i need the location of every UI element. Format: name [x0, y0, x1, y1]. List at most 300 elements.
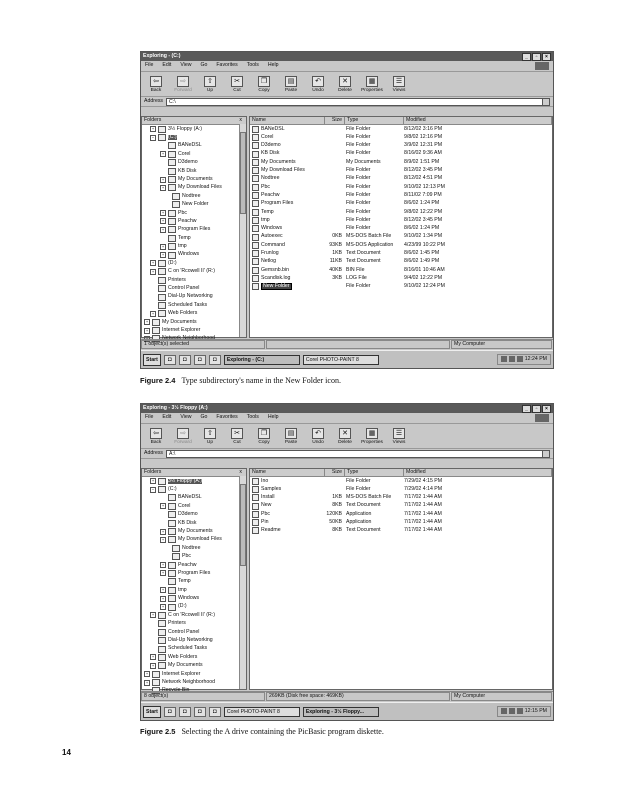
- tree-item[interactable]: [142, 662, 246, 670]
- forward-arrow-icon: ⇨: [177, 76, 189, 87]
- tree-item-label: tmp: [178, 243, 187, 250]
- vertical-scrollbar[interactable]: [239, 124, 246, 337]
- taskbar-task[interactable]: Exploring - 3½ Floppy...: [303, 707, 379, 717]
- file-name: Frunlog: [261, 249, 279, 256]
- chevron-down-icon[interactable]: [542, 451, 549, 457]
- toolbar-label: Up: [206, 88, 214, 94]
- expand-toggle-icon[interactable]: +: [161, 562, 165, 568]
- tree-item-label: (C:): [168, 133, 177, 140]
- tree-item[interactable]: [142, 234, 246, 242]
- undo-icon: ↶: [312, 428, 324, 439]
- column-header-modified[interactable]: Modified: [404, 469, 552, 476]
- tree-item[interactable]: [142, 653, 246, 661]
- file-row[interactable]: [250, 249, 552, 257]
- expand-toggle-icon[interactable]: +: [161, 218, 165, 224]
- expand-toggle-icon[interactable]: −: [151, 486, 155, 492]
- column-header-type[interactable]: Type: [345, 117, 404, 124]
- close-pane-button[interactable]: x: [239, 469, 242, 475]
- file-modified: 8/9/02 1:51 PM: [404, 158, 440, 165]
- properties-button[interactable]: [361, 428, 383, 446]
- expand-toggle-icon[interactable]: +: [161, 210, 165, 216]
- file-row[interactable]: [250, 166, 552, 174]
- expand-toggle-icon[interactable]: +: [161, 536, 165, 542]
- file-row[interactable]: [250, 150, 552, 158]
- menu-tools[interactable]: Tools: [246, 62, 259, 69]
- tree-item[interactable]: [142, 594, 246, 602]
- expand-toggle-icon[interactable]: −: [151, 134, 155, 140]
- file-type: File Folder: [346, 225, 371, 232]
- file-row[interactable]: [250, 142, 552, 150]
- views-button[interactable]: [388, 428, 410, 446]
- tree-item[interactable]: [142, 569, 246, 577]
- tree-item-label: Internet Explorer: [162, 326, 201, 333]
- file-name-cell: [250, 511, 324, 518]
- folder-icon: [158, 294, 166, 301]
- paste-icon: ▤: [285, 428, 297, 439]
- tree-item[interactable]: [142, 159, 246, 167]
- file-icon: [252, 234, 259, 241]
- folder-icon: [168, 494, 176, 501]
- folder-icon: [252, 126, 259, 133]
- properties-icon: ▦: [366, 76, 378, 87]
- expand-toggle-icon[interactable]: +: [145, 335, 149, 341]
- network-icon[interactable]: [509, 708, 515, 714]
- address-input[interactable]: [166, 450, 550, 458]
- channels-icon[interactable]: ◘: [194, 707, 206, 717]
- close-button[interactable]: ×: [542, 405, 551, 413]
- tree-item[interactable]: [142, 142, 246, 150]
- tree-item[interactable]: [142, 310, 246, 318]
- tree-item[interactable]: [142, 636, 246, 644]
- file-modified: 3/9/02 12:31 PM: [404, 142, 443, 149]
- file-name-cell: [250, 217, 324, 224]
- tree-item[interactable]: [142, 201, 246, 209]
- file-row[interactable]: [250, 485, 552, 493]
- expand-toggle-icon[interactable]: +: [161, 604, 165, 610]
- expand-toggle-icon[interactable]: +: [151, 478, 155, 484]
- tree-item-label: My Download Files: [178, 536, 222, 543]
- file-name: Install: [261, 494, 275, 501]
- expand-toggle-icon[interactable]: +: [145, 319, 149, 325]
- folder-icon: [168, 536, 176, 543]
- tree-item[interactable]: [142, 293, 246, 301]
- up-button[interactable]: [199, 428, 221, 446]
- back-button[interactable]: [145, 76, 167, 94]
- file-modified: 9/4/02 12:22 PM: [404, 274, 443, 281]
- menu-go[interactable]: Go: [200, 414, 208, 421]
- tree-item-label: Control Panel: [168, 285, 200, 292]
- file-type: File Folder: [346, 477, 371, 484]
- delete-button[interactable]: [334, 428, 356, 446]
- maximize-button[interactable]: ▫: [532, 405, 541, 413]
- tree-item[interactable]: [142, 326, 246, 334]
- tree-item-label: My Download Files: [178, 184, 222, 191]
- expand-toggle-icon[interactable]: +: [161, 528, 165, 534]
- expand-toggle-icon[interactable]: +: [161, 243, 165, 249]
- column-header-size[interactable]: Size: [325, 469, 345, 476]
- delete-x-icon: ✕: [339, 76, 351, 87]
- expand-toggle-icon[interactable]: +: [151, 268, 155, 274]
- file-row[interactable]: [250, 175, 552, 183]
- file-row[interactable]: [250, 241, 552, 249]
- tree-item[interactable]: [142, 125, 246, 133]
- folder-tree-header: [142, 117, 246, 125]
- folder-icon: [168, 184, 176, 191]
- menu-file[interactable]: File: [145, 414, 154, 421]
- file-name: New: [261, 502, 272, 509]
- file-name-cell: [250, 478, 324, 485]
- menu-tools[interactable]: Tools: [246, 414, 259, 421]
- taskbar-task[interactable]: Exploring - (C:): [224, 355, 300, 365]
- menu-favorites[interactable]: Favorites: [216, 414, 238, 421]
- tree-item[interactable]: [142, 175, 246, 183]
- tree-item[interactable]: [142, 217, 246, 225]
- tree-item[interactable]: [142, 150, 246, 158]
- tree-item[interactable]: [142, 628, 246, 636]
- tree-item[interactable]: [142, 477, 246, 485]
- views-button[interactable]: [388, 76, 410, 94]
- menu-help[interactable]: Help: [267, 62, 279, 69]
- file-type: File Folder: [346, 167, 371, 174]
- back-button[interactable]: [145, 428, 167, 446]
- toolbar-label: Back: [150, 88, 162, 94]
- folder-icon: [168, 511, 176, 518]
- title-bar: [141, 404, 553, 413]
- tree-item-label: 3½ Floppy (A:): [168, 477, 203, 484]
- file-name-cell: [250, 234, 324, 241]
- menu-help[interactable]: Help: [267, 414, 279, 421]
- folder-icon: [168, 218, 176, 225]
- file-modified: 8/16/02 9:36 AM: [404, 150, 442, 157]
- folder-icon: [252, 167, 259, 174]
- tree-item-label: Network Neighborhood: [162, 678, 216, 685]
- file-type: Text Document: [346, 502, 381, 509]
- file-name-cell: [250, 159, 324, 166]
- tree-item-label: My Documents: [178, 527, 213, 534]
- tree-item[interactable]: [142, 494, 246, 502]
- folder-icon: [252, 134, 259, 141]
- menu-edit[interactable]: Edit: [162, 62, 172, 69]
- file-name-cell: [250, 126, 324, 133]
- properties-button[interactable]: [361, 76, 383, 94]
- file-row[interactable]: [250, 208, 552, 216]
- expand-toggle-icon[interactable]: +: [161, 252, 165, 258]
- tree-item-label: C on 'Rcowell II' (R:): [168, 611, 215, 618]
- file-row[interactable]: [250, 283, 552, 291]
- taskbar-task[interactable]: Corel PHOTO-PAINT 8: [303, 355, 379, 365]
- folder-icon: [252, 225, 259, 232]
- file-type: Text Document: [346, 527, 381, 534]
- file-icon: [252, 250, 259, 257]
- folder-icon: [252, 159, 259, 166]
- file-name-cell: [250, 503, 324, 510]
- file-size: 11KB: [329, 258, 342, 265]
- tree-item[interactable]: [142, 284, 246, 292]
- tree-item[interactable]: [142, 578, 246, 586]
- file-row[interactable]: [250, 183, 552, 191]
- folder-icon: [168, 252, 176, 259]
- tree-item[interactable]: [142, 209, 246, 217]
- paste-button[interactable]: [280, 428, 302, 446]
- rename-input[interactable]: New Folder: [263, 283, 290, 290]
- file-name: Netlog: [261, 258, 276, 265]
- close-pane-button[interactable]: x: [239, 117, 242, 123]
- chevron-down-icon[interactable]: [542, 99, 549, 105]
- file-name-cell: [250, 267, 324, 274]
- toolbar-label: Up: [206, 440, 214, 446]
- menu-file[interactable]: File: [145, 62, 154, 69]
- tree-item[interactable]: [142, 184, 246, 192]
- folder-tree: [141, 116, 247, 342]
- folders-label: Folders: [144, 117, 162, 123]
- folder-icon: [152, 671, 160, 678]
- expand-toggle-icon[interactable]: +: [151, 260, 155, 266]
- taskbar: [141, 350, 553, 368]
- file-row[interactable]: [250, 191, 552, 199]
- folder-icon: [252, 175, 259, 182]
- copy-button[interactable]: [253, 76, 275, 94]
- folder-icon: [168, 226, 176, 233]
- file-name-cell: [250, 134, 324, 141]
- folder-icon: [168, 578, 176, 585]
- expand-toggle-icon[interactable]: +: [151, 612, 155, 618]
- folder-icon: [168, 176, 176, 183]
- toolbar-label: Cut: [233, 440, 241, 446]
- outlook-icon[interactable]: ◘: [209, 355, 221, 365]
- tree-item-label: (D:): [178, 603, 187, 610]
- file-row[interactable]: [250, 477, 552, 485]
- file-list: [249, 116, 553, 338]
- menu-view[interactable]: View: [180, 62, 192, 69]
- tree-item[interactable]: [142, 259, 246, 267]
- folder-icon: [158, 260, 166, 267]
- tree-item-label: Peachw: [178, 561, 197, 568]
- toolbar-label: Forward: [174, 88, 192, 94]
- tree-item[interactable]: [142, 318, 246, 326]
- undo-button[interactable]: [307, 76, 329, 94]
- tree-item[interactable]: [142, 519, 246, 527]
- status-object-count: 1 object(s) selected: [141, 340, 265, 349]
- tree-item[interactable]: [142, 276, 246, 284]
- file-row[interactable]: [250, 258, 552, 266]
- tree-item-label: Nodtree: [182, 544, 201, 551]
- tree-item[interactable]: [142, 536, 246, 544]
- column-header-size[interactable]: Size: [325, 117, 345, 124]
- scroll-thumb[interactable]: [240, 484, 246, 566]
- tree-item[interactable]: [142, 268, 246, 276]
- explorer-screenshot-2: [140, 403, 554, 721]
- file-modified: 4/23/99 10:22 PM: [404, 241, 445, 248]
- folders-label: Folders: [144, 469, 162, 475]
- file-row[interactable]: [250, 225, 552, 233]
- file-modified: 9/10/02 12:24 PM: [404, 283, 445, 290]
- column-header-name[interactable]: Name: [250, 469, 325, 476]
- file-name-cell: [250, 494, 324, 501]
- folder-icon: [168, 142, 176, 149]
- file-name: My Download Files: [261, 167, 305, 174]
- up-button[interactable]: [199, 76, 221, 94]
- printer-icon[interactable]: [517, 356, 523, 362]
- channels-icon[interactable]: ◘: [194, 355, 206, 365]
- folder-icon: [158, 629, 166, 636]
- expand-toggle-icon[interactable]: +: [145, 679, 149, 685]
- expand-toggle-icon[interactable]: +: [161, 587, 165, 593]
- expand-toggle-icon[interactable]: +: [161, 595, 165, 601]
- expand-toggle-icon[interactable]: +: [151, 654, 155, 660]
- file-icon: [252, 275, 259, 282]
- network-icon[interactable]: [509, 356, 515, 362]
- tree-item-label: Nodtree: [182, 192, 201, 199]
- undo-button[interactable]: [307, 428, 329, 446]
- expand-toggle-icon[interactable]: +: [161, 226, 165, 232]
- menu-go[interactable]: Go: [200, 62, 208, 69]
- tree-item[interactable]: [142, 251, 246, 259]
- file-row[interactable]: [250, 502, 552, 510]
- menu-edit[interactable]: Edit: [162, 414, 172, 421]
- folder-icon: [152, 679, 160, 686]
- status-object-count: 8 object(s): [141, 692, 265, 701]
- file-row[interactable]: [250, 158, 552, 166]
- expand-toggle-icon[interactable]: +: [161, 503, 165, 509]
- menu-favorites[interactable]: Favorites: [216, 62, 238, 69]
- file-icon: [252, 267, 259, 274]
- cut-button[interactable]: [226, 76, 248, 94]
- file-row[interactable]: [250, 527, 552, 535]
- file-row[interactable]: [250, 133, 552, 141]
- start-button[interactable]: Start: [143, 354, 161, 366]
- file-row[interactable]: [250, 494, 552, 502]
- file-modified: 8/6/02 1:45 PM: [404, 250, 440, 256]
- file-type: File Folder: [346, 283, 371, 290]
- expand-toggle-icon[interactable]: +: [151, 126, 155, 132]
- expand-toggle-icon[interactable]: +: [161, 176, 165, 182]
- tree-item[interactable]: [142, 670, 246, 678]
- file-name: My Documents: [261, 158, 296, 165]
- tree-item[interactable]: [142, 561, 246, 569]
- tree-item[interactable]: [142, 192, 246, 200]
- file-name: Samples: [261, 485, 282, 492]
- file-name: Nodtree: [261, 175, 280, 182]
- expand-toggle-icon[interactable]: +: [151, 662, 155, 668]
- file-row[interactable]: [250, 125, 552, 133]
- volume-icon[interactable]: [501, 356, 507, 362]
- start-button[interactable]: Start: [143, 706, 161, 718]
- minimize-button[interactable]: _: [522, 53, 531, 61]
- tree-item-label: Internet Explorer: [162, 670, 201, 677]
- expand-toggle-icon[interactable]: +: [161, 184, 165, 190]
- tree-item[interactable]: [142, 242, 246, 250]
- column-header-type[interactable]: Type: [345, 469, 404, 476]
- folder-icon: [168, 235, 176, 242]
- views-icon: ☰: [393, 76, 405, 87]
- tree-item[interactable]: [142, 485, 246, 493]
- tree-item[interactable]: [142, 620, 246, 628]
- volume-icon[interactable]: [501, 708, 507, 714]
- file-icon: [252, 527, 259, 534]
- file-row[interactable]: [250, 510, 552, 518]
- tree-item[interactable]: [142, 603, 246, 611]
- tree-item[interactable]: [142, 527, 246, 535]
- file-row[interactable]: [250, 216, 552, 224]
- desktop-icon[interactable]: ◘: [179, 355, 191, 365]
- printer-icon[interactable]: [517, 708, 523, 714]
- taskbar-task[interactable]: Corel PHOTO-PAINT 8: [224, 707, 300, 717]
- file-row[interactable]: [250, 200, 552, 208]
- file-row[interactable]: [250, 233, 552, 241]
- maximize-button[interactable]: ▫: [532, 53, 541, 61]
- file-name: Command: [261, 241, 285, 248]
- file-name-cell: [250, 250, 324, 257]
- tree-item[interactable]: [142, 645, 246, 653]
- outlook-icon[interactable]: ◘: [209, 707, 221, 717]
- folder-icon: [168, 570, 176, 577]
- cut-button[interactable]: [226, 428, 248, 446]
- vertical-scrollbar[interactable]: [239, 476, 246, 689]
- tree-item[interactable]: [142, 511, 246, 519]
- file-row[interactable]: [250, 518, 552, 526]
- tree-item[interactable]: [142, 553, 246, 561]
- column-header-modified[interactable]: Modified: [404, 117, 552, 124]
- tree-item[interactable]: [142, 502, 246, 510]
- expand-toggle-icon[interactable]: +: [145, 671, 149, 677]
- explorer-panes: [141, 468, 553, 694]
- tree-item[interactable]: [142, 167, 246, 175]
- tree-item[interactable]: [142, 678, 246, 686]
- minimize-button[interactable]: _: [522, 405, 531, 413]
- folder-icon: [168, 503, 176, 510]
- file-size: 93KB: [329, 241, 342, 248]
- explorer-icon[interactable]: ◘: [164, 355, 176, 365]
- tree-item[interactable]: [142, 301, 246, 309]
- tree-item[interactable]: [142, 226, 246, 234]
- expand-toggle-icon[interactable]: +: [151, 310, 155, 316]
- tree-item[interactable]: [142, 586, 246, 594]
- file-modified: 8/6/02 1:24 PM: [404, 200, 440, 207]
- close-button[interactable]: ×: [542, 53, 551, 61]
- copy-button[interactable]: [253, 428, 275, 446]
- file-name: Temp: [261, 208, 274, 215]
- expand-toggle-icon[interactable]: +: [161, 151, 165, 157]
- tree-item[interactable]: [142, 611, 246, 619]
- tree-item[interactable]: [142, 544, 246, 552]
- delete-button[interactable]: [334, 76, 356, 94]
- toolbar: [141, 424, 553, 449]
- address-label: Address: [144, 449, 164, 456]
- windows-logo-icon: [535, 62, 549, 70]
- expand-toggle-icon[interactable]: +: [161, 570, 165, 576]
- expand-toggle-icon[interactable]: +: [145, 327, 149, 333]
- paste-button[interactable]: [280, 76, 302, 94]
- up-folder-icon: ⇧: [204, 428, 216, 439]
- windows-logo-icon: [535, 414, 549, 422]
- file-row[interactable]: [250, 266, 552, 274]
- status-location: My Computer: [451, 340, 552, 349]
- tree-item-label: My Documents: [178, 175, 213, 182]
- menu-view[interactable]: View: [180, 414, 192, 421]
- file-modified: 9/8/02 12:16 PM: [404, 133, 443, 140]
- address-input[interactable]: [166, 98, 550, 106]
- scroll-thumb[interactable]: [240, 132, 246, 214]
- tree-item[interactable]: [142, 133, 246, 141]
- file-row[interactable]: [250, 274, 552, 282]
- column-header-name[interactable]: Name: [250, 117, 325, 124]
- file-name: Peachw: [261, 191, 280, 198]
- file-icon: [252, 494, 259, 501]
- file-type: File Folder: [346, 175, 371, 182]
- tree-item-label: Windows: [178, 595, 200, 602]
- explorer-icon[interactable]: ◘: [164, 707, 176, 717]
- desktop-icon[interactable]: ◘: [179, 707, 191, 717]
